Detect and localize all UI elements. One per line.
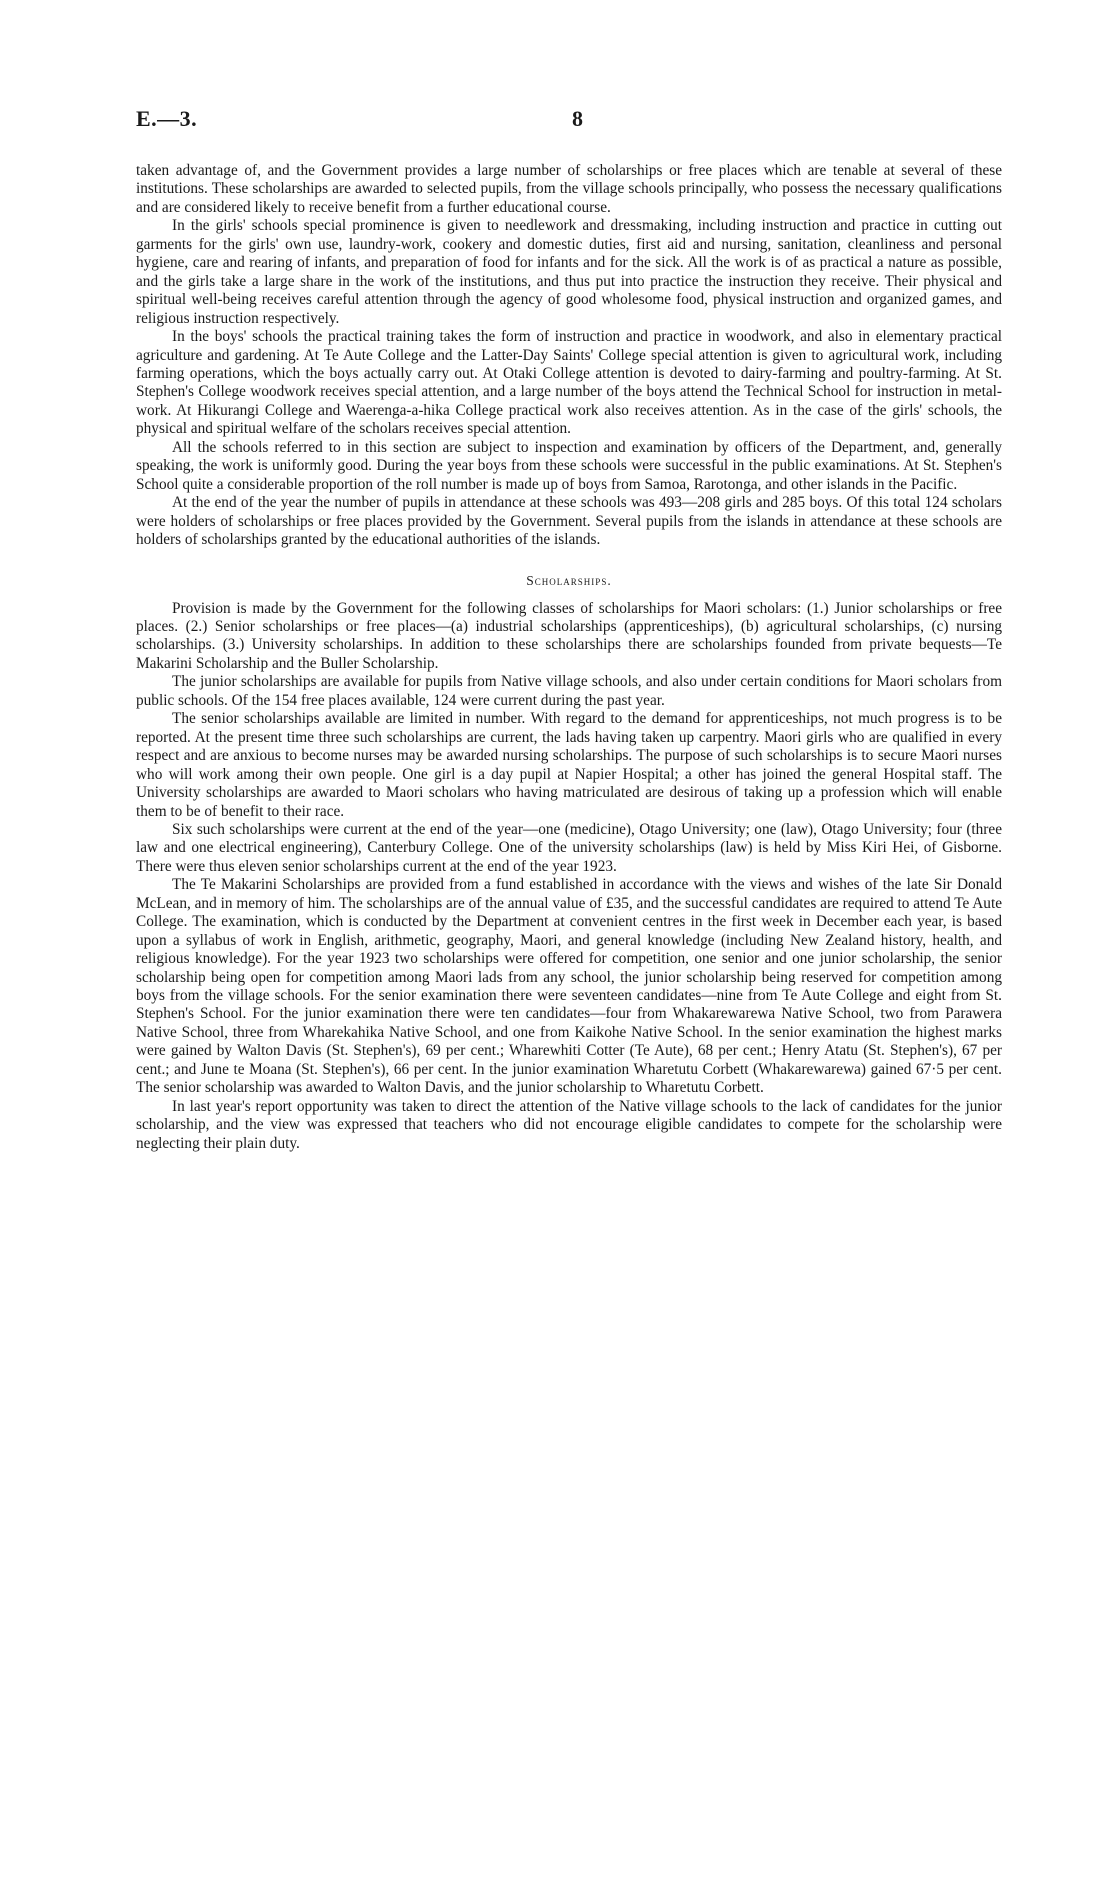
paragraph: In the girls' schools special prominence is given to needlework and dressmaking, including instruction and practice in cutting out garments for the girls' own use, laundry-work, cookery and domestic duties, first aid and nursing, sanitation, cleanliness and personal hygiene, care and rearing of infants, and preparation of food for infants and for the sick. All the work is of as practical a nature as possible, and the girls take a large share in the work of the institutions, and thus put into practice the instruction they receive. Their physical and spiritual well-being receives careful attention through the agency of good wholesome food, physical instruction and organized games, and religious instruction respectively.: [136, 217, 1002, 327]
page-header: [136, 106, 1002, 136]
paragraph: The junior scholarships are available for pupils from Native village schools, and also under certain conditions for Maori scholars from public schools. Of the 154 free places available, 124 were current during the past year.: [136, 673, 1002, 709]
paragraph: taken advantage of, and the Government provides a large number of scholarships or free places which are tenable at several of these institutions. These scholarships are awarded to selected pupils, from the village schools principally, who possess the necessary qualifications and are considered likely to receive benefit from a further educational course.: [136, 162, 1002, 216]
paragraph: The senior scholarships available are limited in number. With regard to the demand for apprenticeships, not much progress is to be reported. At the present time three such scholarships are current, the lads having taken up carpentry. Maori girls who are qualified in every respect and are anxious to become nurses may be awarded nursing scholarships. The purpose of such scholarships is to secure Maori nurses who will work among their own people. One girl is a day pupil at Napier Hospital; a other has joined the general Hospital staff. The University scholarships are awarded to Maori scholars who having matriculated are desirous of taking up a profession which will enable them to be of benefit to their race.: [136, 710, 1002, 820]
paragraph: Provision is made by the Government for the following classes of scholarships for Maori scholars: (1.) Junior scholarships or free places. (2.) Senior scholarships or free places—(a) industrial scholarships (apprenticeships), (b) agricultural scholarships, (c) nursing scholarships. (3.) University scholarships. In addition to these scholarships there are scholarships founded from private bequests—Te Makarini Scholarship and the Buller Scholarship.: [136, 599, 1002, 672]
page-number: 8: [572, 106, 583, 131]
section-heading-scholarships: Scholarships.: [526, 572, 612, 588]
paragraph: In last year's report opportunity was taken to direct the attention of the Native village schools to the lack of candidates for the junior scholarship, and the view was expressed that teachers who did not encourage eligible candidates to compete for the scholarship were neglecting their plain duty.: [136, 1097, 1002, 1152]
body-text: [136, 162, 1002, 1153]
paragraph: In the boys' schools the practical training takes the form of instruction and practice in woodwork, and also in elementary practical agriculture and gardening. At Te Aute College and the Latter-Day Saints' College special attention is given to agricultural work, including farming operations, which the boys actually carry out. At Otaki College attention is devoted to dairy-farming and poultry-farming. At St. Stephen's College woodwork receives special attention, and a large number of the boys attend the Technical School for instruction in metal-work. At Hikurangi College and Waerenga-a-hika College practical work also receives attention. As in the case of the girls' schools, the physical and spiritual welfare of the scholars receives special attention.: [136, 328, 1002, 438]
paragraph: All the schools referred to in this section are subject to inspection and examination by officers of the Department, and, generally speaking, the work is uniformly good. During the year boys from these schools were successful in the public examinations. At St. Stephen's School quite a considerable proportion of the roll number is made up of boys from Samoa, Rarotonga, and other islands in the Pacific.: [136, 438, 1002, 493]
paragraph: The Te Makarini Scholarships are provided from a fund established in accordance with the views and wishes of the late Sir Donald McLean, and in memory of him. The scholarships are of the annual value of £35, and the successful candidates are required to attend Te Aute College. The examination, which is conducted by the Department at convenient centres in the first week in December each year, is based upon a syllabus of work in English, arithmetic, geography, Maori, and general knowledge (including New Zealand history, health, and religious knowledge). For the year 1923 two scholarships were offered for competition, one senior and one junior scholarship, the senior scholarship being open for competition among Maori lads from any school, the junior scholarship being reserved for competition among boys from the village schools. For the senior examination there were seventeen candidates—nine from Te Aute College and eight from St. Stephen's School. For the junior examination there were ten candidates—four from Whakarewarewa Native School, two from Parawera Native School, three from Wharekahika Native School, and one from Kaikohe Native School. In the senior examination the highest marks were gained by Walton Davis (St. Stephen's), 69 per cent.; Wharewhiti Cotter (Te Aute), 68 per cent.; Henry Atatu (St. Stephen's), 67 per cent.; and June te Moana (St. Stephen's), 66 per cent. In the junior examination Wharetutu Corbett (Whakarewarewa) gained 67·5 per cent. The senior scholarship was awarded to Walton Davis, and the junior scholarship to Wharetutu Corbett.: [136, 876, 1002, 1097]
paragraph: Six such scholarships were current at the end of the year—one (medicine), Otago University; one (law), Otago University; four (three law and one electrical engineering), Canterbury College. One of the university scholarships (law) is held by Miss Kiri Hei, of Gisborne. There were thus eleven senior scholarships current at the end of the year 1923.: [136, 820, 1002, 875]
document-reference: E.—3.: [136, 106, 198, 131]
paragraph: At the end of the year the number of pupils in attendance at these schools was 493—208 girls and 285 boys. Of this total 124 scholars were holders of scholarships or free places provided by the Government. Several pupils from the islands in attendance at these schools are holders of scholarships granted by the educational authorities of the islands.: [136, 494, 1002, 549]
